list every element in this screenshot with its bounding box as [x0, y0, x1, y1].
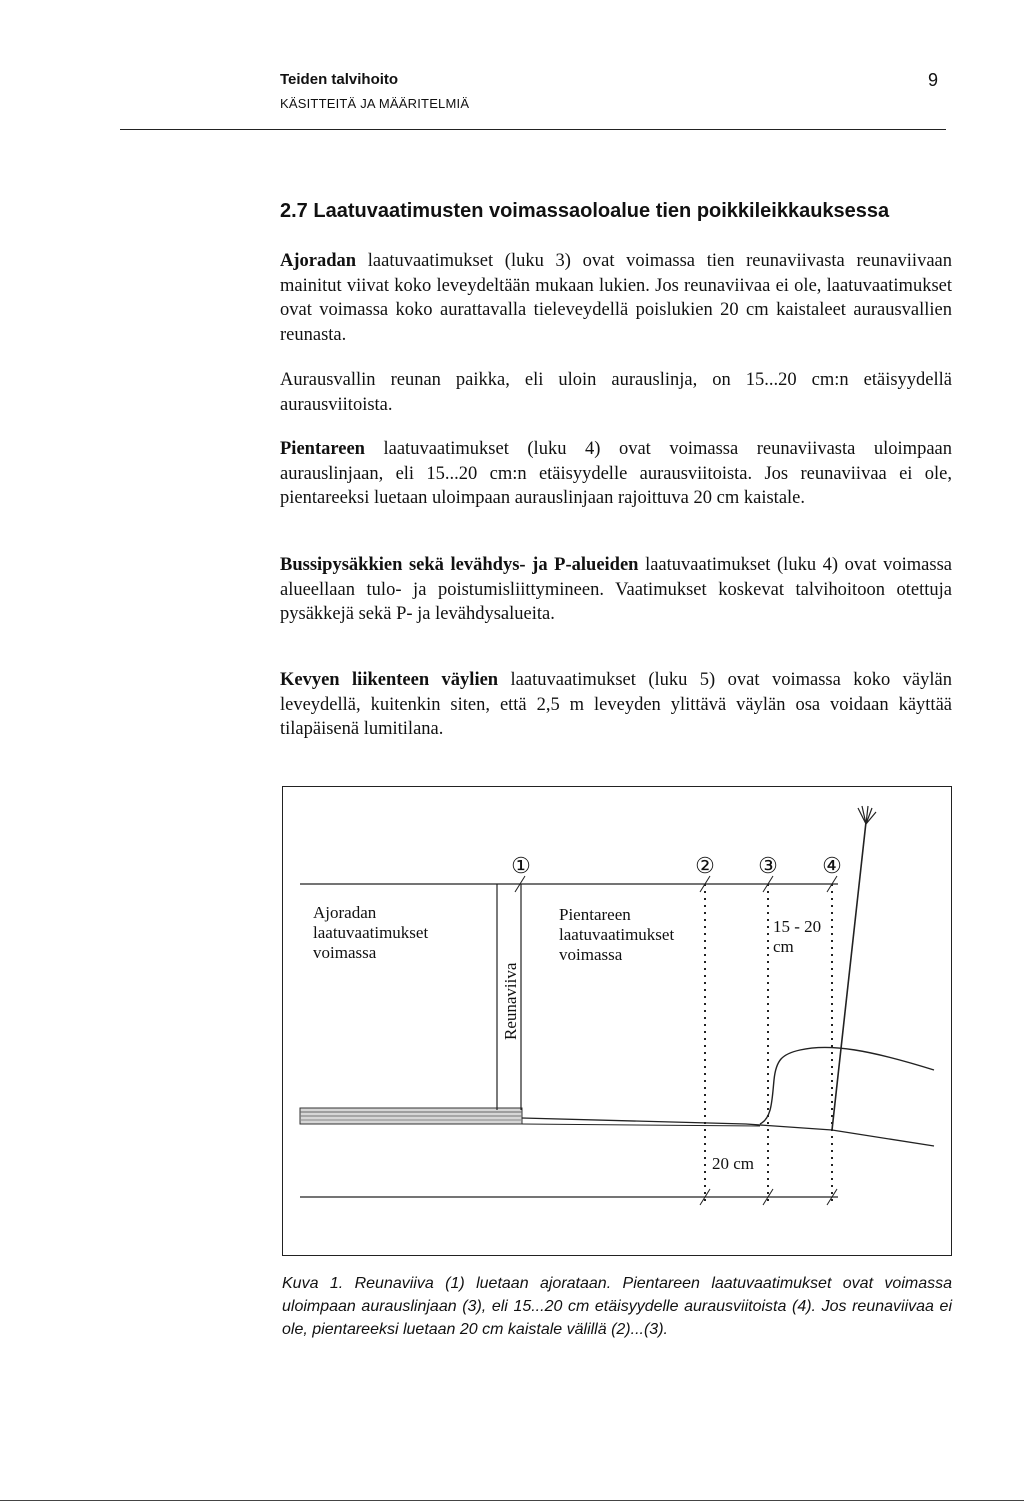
page-bottom-edge: [0, 1500, 1024, 1501]
paragraph-lead-term: Pientareen: [280, 439, 365, 459]
marker-1: ①: [511, 853, 531, 878]
marker-3: ③: [758, 853, 778, 878]
figure-caption: Kuva 1. Reunaviiva (1) luetaan ajorataan. Pientareen laatuvaatimukset ovat voimassa uloimpaan aurauslinjaan (3), eli 15...20 cm etäisyydelle aurausviitoista (4). Jos reunaviivaa ei ole, pientareeksi luetaan 20 cm kaistale välillä (2)...(3).: [282, 1275, 952, 1338]
section-heading: 2.7 Laatuvaatimusten voimassaoloalue tien poikkileikkauksessa: [280, 200, 890, 222]
paragraph-body: laatuvaatimukset (luku 4) ovat voimassa alueellaan tulo- ja poistumisliittymineen. Vaatimukset koskevat talvihoitoon otettuja pysäkkejä sekä P- ja levähdysalueita.: [280, 555, 952, 624]
running-header-subtitle: KÄSITTEITÄ JA MÄÄRITELMIÄ: [280, 96, 470, 111]
shoulder-underline: [522, 1124, 760, 1126]
paragraph-body: laatuvaatimukset (luku 4) ovat voimassa reunaviivasta uloimpaan aurauslinjaan, eli 15...20 cm:n etäisyydelle aurausviitoista. Jos reunaviivaa ei ole, pientareeksi luetaan uloimpaan aurauslinjaan rajoittuva 20 cm kaistale.: [280, 439, 952, 508]
marker-2: ②: [695, 853, 715, 878]
paragraph-lead-term: Bussipysäkkien sekä levähdys- ja P-alueiden: [280, 555, 639, 575]
marker-4: ④: [822, 853, 842, 878]
right-label-line-2: laatuvaatimukset: [559, 925, 675, 944]
snow-pole-brush-icon: [858, 806, 876, 824]
shoulder-surface-line: [522, 1118, 934, 1146]
paragraph-lead-term: Kevyen liikenteen väylien: [280, 670, 499, 690]
snow-bank-outline: [760, 1047, 934, 1124]
right-label-line-3: voimassa: [559, 945, 623, 964]
left-label-line-3: voimassa: [313, 943, 377, 962]
paragraph-body: Aurausvallin reunan paikka, eli uloin aurauslinja, on 15...20 cm:n etäisyydellä aurausviitoista.: [280, 370, 952, 415]
paragraph-lead-term: Ajoradan: [280, 251, 357, 271]
distance-cm-label: cm: [773, 937, 794, 956]
paragraph-body: laatuvaatimukset (luku 3) ovat voimassa tien reunaviivasta reunaviivaan mainitut viivat koko leveydeltään mukaan lukien. Jos reunaviivaa ei ole, laatuvaatimukset ovat voimassa koko aurattavalla tieleveydellä poislukien 20 cm kaistaleet aurausvallien reunasta.: [280, 251, 952, 345]
reunaviiva-vertical-label: Reunaviiva: [501, 962, 520, 1040]
distance-15-20-label: 15 - 20: [773, 917, 822, 936]
right-label-line-1: Pientareen: [559, 905, 631, 924]
distance-20cm-label: 20 cm: [712, 1154, 755, 1173]
left-label-line-1: Ajoradan: [313, 903, 377, 922]
left-label-line-2: laatuvaatimukset: [313, 923, 429, 942]
page-number: 9: [928, 70, 939, 90]
running-header-title: Teiden talvihoito: [280, 71, 399, 88]
paragraph-body: laatuvaatimukset (luku 5) ovat voimassa koko väylän leveydellä, kuitenkin siten, että 2,5 m leveyden ylittävä väylän osa voidaan käyttää tilapäisenä lumitilana.: [280, 670, 952, 739]
